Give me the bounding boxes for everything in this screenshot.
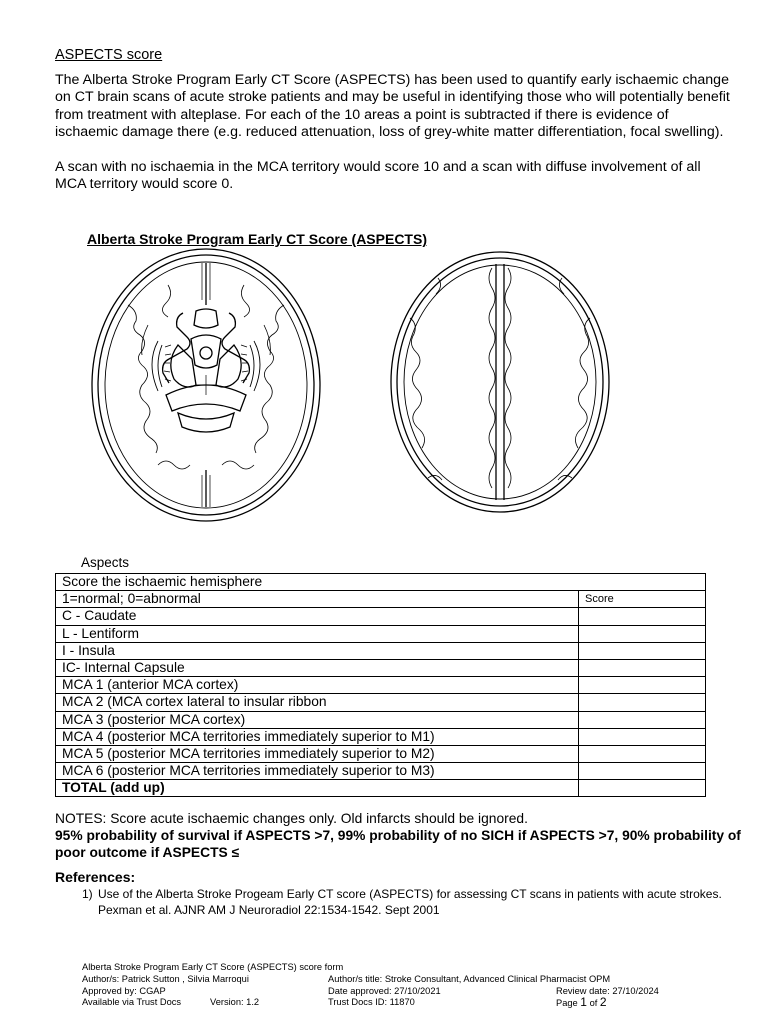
footer-date-approved: Date approved: 27/10/2021 bbox=[328, 985, 441, 996]
table-row bbox=[56, 642, 706, 659]
brain-ganglionic-level-image bbox=[88, 245, 324, 525]
score-cell[interactable] bbox=[579, 659, 706, 676]
brain-supraganglionic-level-image bbox=[388, 248, 612, 516]
row-item: IC- Internal Capsule bbox=[56, 659, 579, 676]
row-item: C - Caudate bbox=[56, 608, 579, 625]
footer-authors-title: Author/s title: Stroke Consultant, Advanced Clinical Pharmacist OPM bbox=[328, 973, 611, 984]
table-row bbox=[56, 745, 706, 762]
row-item: MCA 3 (posterior MCA cortex) bbox=[56, 711, 579, 728]
row-item: MCA 6 (posterior MCA territories immediately superior to M3) bbox=[56, 763, 579, 780]
reference-item bbox=[82, 886, 732, 918]
intro-text bbox=[55, 72, 735, 193]
score-cell[interactable] bbox=[579, 745, 706, 762]
row-item: I - Insula bbox=[56, 642, 579, 659]
table-row bbox=[56, 711, 706, 728]
footer-page-number bbox=[556, 997, 607, 1010]
score-cell[interactable] bbox=[579, 728, 706, 745]
table-header: Score the ischaemic hemisphere bbox=[56, 574, 706, 591]
table-row bbox=[56, 608, 706, 625]
footer-title: Alberta Stroke Program Early CT Score (ASPECTS) score form bbox=[82, 962, 344, 972]
table-header-row bbox=[56, 574, 706, 591]
score-cell[interactable] bbox=[579, 625, 706, 642]
row-item: MCA 4 (posterior MCA territories immediately superior to M1) bbox=[56, 728, 579, 745]
score-cell[interactable] bbox=[579, 711, 706, 728]
footer-version: Version: 1.2 bbox=[210, 997, 260, 1008]
table-row bbox=[56, 694, 706, 711]
total-label: TOTAL (add up) bbox=[56, 780, 579, 797]
notes-line-2: 95% probability of survival if ASPECTS >7, 99% probability of no SICH if ASPECTS >7, 90% probability of poor outcome if ASPECTS ≤ bbox=[55, 828, 741, 860]
aspects-score-table bbox=[55, 573, 706, 797]
score-cell[interactable] bbox=[579, 608, 706, 625]
page-of: of bbox=[586, 998, 600, 1009]
table-row bbox=[56, 659, 706, 676]
score-cell[interactable] bbox=[579, 677, 706, 694]
page-total: 2 bbox=[599, 995, 607, 1010]
table-row bbox=[56, 763, 706, 780]
document-footer bbox=[82, 962, 682, 1009]
document-heading: ASPECTS score bbox=[55, 47, 163, 63]
intro-paragraph-2: A scan with no ischaemia in the MCA territory would score 10 and a scan with diffuse involvement of all MCA territory would score 0. bbox=[55, 158, 701, 193]
row-item: MCA 1 (anterior MCA cortex) bbox=[56, 677, 579, 694]
footer-authors: Author/s: Patrick Sutton , Silvia Marroqui bbox=[82, 973, 249, 984]
reference-text: Use of the Alberta Stroke Progeam Early CT score (ASPECTS) for assessing CT scans in patients with acute strokes. Pexman et al. AJNR AM J Neuroradiol 22:1534-1542. Sept 2001 bbox=[98, 887, 722, 917]
score-cell[interactable] bbox=[579, 694, 706, 711]
footer-review-date: Review date: 27/10/2024 bbox=[556, 985, 659, 996]
table-row bbox=[56, 728, 706, 745]
reference-number: 1) bbox=[82, 887, 93, 901]
row-item: MCA 2 (MCA cortex lateral to insular ribbon bbox=[56, 694, 579, 711]
footer-trust-docs-id: Trust Docs ID: 11870 bbox=[328, 997, 415, 1008]
table-label: Aspects bbox=[81, 555, 130, 570]
footer-available: Available via Trust Docs bbox=[82, 997, 182, 1008]
figure-title: Alberta Stroke Program Early CT Score (ASPECTS) bbox=[87, 231, 427, 247]
page-prefix: Page bbox=[556, 998, 581, 1009]
intro-paragraph-1: The Alberta Stroke Program Early CT Score (ASPECTS) has been used to quantify early ischaemic change on CT brain scans of acute stroke patients and may be useful in identifying those who will potentially benefit from treatment with alteplase. For each of the 10 areas a point is subtracted if there is evidence of ischaemic damage there (e.g. reduced attenuation, loss of grey-white matter differentiation, focal swelling). bbox=[55, 72, 730, 141]
table-subheader: 1=normal; 0=abnormal bbox=[56, 591, 579, 608]
table-subheader-row bbox=[56, 591, 706, 608]
footer-approved-by: Approved by: CGAP bbox=[82, 985, 166, 996]
page-current: 1 bbox=[580, 995, 587, 1010]
notes bbox=[55, 810, 745, 861]
row-item: L - Lentiform bbox=[56, 625, 579, 642]
notes-line-1: NOTES: Score acute ischaemic changes only. Old infarcts should be ignored. bbox=[55, 811, 528, 826]
table-row bbox=[56, 625, 706, 642]
references-heading: References: bbox=[55, 869, 136, 885]
score-cell[interactable] bbox=[579, 642, 706, 659]
total-row bbox=[56, 780, 706, 797]
table-row bbox=[56, 677, 706, 694]
score-cell[interactable] bbox=[579, 763, 706, 780]
score-column-header: Score bbox=[579, 591, 706, 608]
total-score-cell[interactable] bbox=[579, 780, 706, 797]
row-item: MCA 5 (posterior MCA territories immediately superior to M2) bbox=[56, 745, 579, 762]
